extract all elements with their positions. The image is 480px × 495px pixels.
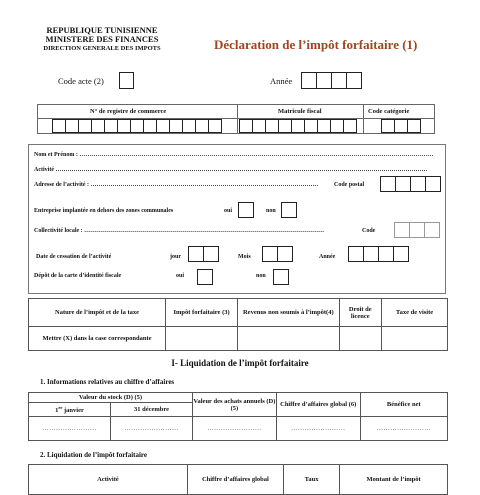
code-acte-label: Code acte (2) — [58, 76, 104, 86]
liq-montant-header: Montant de l’impôt — [340, 465, 448, 495]
annee-boxes[interactable] — [301, 72, 361, 89]
zones-non-box[interactable] — [281, 202, 297, 218]
annee-label: Année — [270, 76, 293, 86]
code-acte-box[interactable] — [119, 72, 134, 89]
activite-field[interactable]: Activité …………………………………………………………………………………………………………………………………………………………………… — [34, 167, 428, 173]
liq-activite-header: Activité — [29, 465, 188, 495]
mf-digit-boxes[interactable] — [239, 119, 356, 133]
collectivite-code-boxes[interactable] — [394, 222, 439, 238]
tax-col-forfaitaire: Impôt forfaitaire (3) — [166, 299, 238, 327]
tax-cell-licence[interactable] — [339, 327, 382, 351]
tax-cell-forfaitaire[interactable] — [166, 327, 238, 351]
cessation-jour-boxes[interactable] — [188, 246, 218, 262]
tax-col-licence: Droit de licence — [339, 299, 382, 327]
code-postal-label: Code postal — [334, 182, 365, 188]
tax-cell-visite[interactable] — [382, 327, 448, 351]
header-ministry: MINISTERE DES FINANCES — [45, 34, 159, 44]
stock-header: Valeur du stock (D) (5) — [29, 393, 193, 403]
cessation-mois-boxes[interactable] — [262, 246, 292, 262]
nom-prenom-field[interactable]: Nom et Prénom : …………………………………………………………………………………………………………………………………………………………… — [34, 152, 434, 158]
stock-dec-cell[interactable]: …………………… — [111, 417, 193, 441]
stock-jan-header: 1er janvier — [29, 403, 111, 417]
administration-header — [22, 26, 182, 53]
section-title: I- Liquidation de l’impôt forfaitaire — [171, 358, 309, 368]
benefice-cell[interactable]: …………………… — [360, 417, 447, 441]
depot-non-box[interactable] — [273, 269, 289, 285]
subsection-ca-title: 1. Informations relatives au chiffre d’affaires — [40, 378, 175, 386]
header-country: REPUBLIQUE TUNISIENNE — [46, 25, 158, 35]
tax-col-revenus: Revenus non soumis à l’impôt(4) — [238, 299, 339, 327]
liq-ca-header: Chiffre d’affaires global — [187, 465, 283, 495]
registry-cat-header: Code catégorie — [368, 108, 410, 115]
achats-header: Valeur des achats annuels (D) (5) — [193, 393, 277, 417]
depot-oui-label: oui — [176, 273, 185, 279]
zones-non-label: non — [266, 208, 276, 214]
adresse-field[interactable]: Adresse de l’activité : …………………………………………………………………………………………………… — [34, 182, 319, 188]
zones-label: Entreprise implantée en dehors des zones communales — [34, 208, 174, 214]
registry-mf-header: Matricule fiscal — [278, 108, 322, 115]
achats-cell[interactable]: …………………… — [193, 417, 277, 441]
depot-oui-box[interactable] — [197, 269, 213, 285]
zones-oui-box[interactable] — [238, 202, 254, 218]
stock-jan-cell[interactable]: …………………… — [29, 417, 111, 441]
tax-row-label: Mettre (X) dans la case correspondante — [29, 327, 166, 351]
tax-cell-revenus[interactable] — [238, 327, 339, 351]
subsection-liquidation-title: 2. Liquidation de l’impôt forfaitaire — [40, 451, 148, 459]
chiffre-affaires-table — [28, 392, 448, 441]
code-postal-boxes[interactable] — [380, 176, 440, 192]
cat-digit-boxes[interactable] — [381, 119, 420, 133]
depot-non-label: non — [256, 273, 266, 279]
benefice-header: Bénéfice net — [360, 393, 447, 417]
ca-header: Chiffre d’affaires global (6) — [276, 393, 360, 417]
collectivite-field[interactable]: Collectivité locale : ………………………………………………………………………………………………………… — [34, 228, 325, 234]
tax-col-visite: Taxe de visite — [382, 299, 448, 327]
zones-oui-label: oui — [224, 208, 233, 214]
rc-digit-boxes[interactable] — [52, 119, 221, 133]
tax-nature-table — [28, 298, 448, 351]
liq-taux-header: Taux — [283, 465, 339, 495]
cessation-annee-label: Année — [319, 254, 336, 260]
tax-col-nature: Nature de l’impôt et de la taxe — [29, 299, 166, 327]
ca-cell[interactable]: …………………… — [276, 417, 360, 441]
cessation-jour-label: jour — [170, 254, 181, 260]
depot-label: Dépôt de la carte d’identité fiscale — [34, 273, 122, 279]
cessation-label: Date de cessation de l’activité — [36, 254, 112, 260]
cessation-mois-label: Mois — [238, 254, 251, 260]
stock-dec-header: 31 décembre — [111, 403, 193, 417]
header-direction: DIRECTION GENERALE DES IMPOTS — [43, 45, 161, 52]
registry-rc-header: N° de registre de commerce — [90, 108, 167, 115]
cessation-annee-boxes[interactable] — [348, 246, 408, 262]
form-title: Déclaration de l’impôt forfaitaire (1) — [214, 37, 418, 52]
collectivite-code-label: Code — [362, 228, 376, 234]
